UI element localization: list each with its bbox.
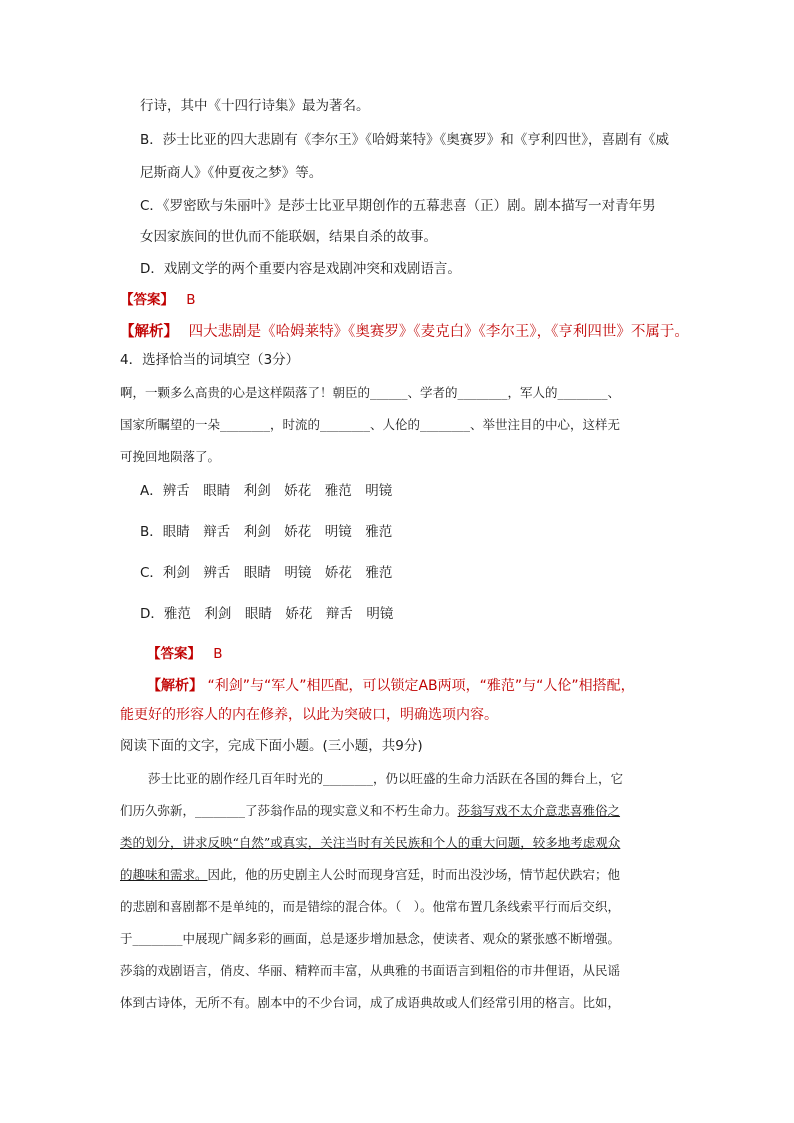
- q3-answer: [120, 290, 196, 310]
- underlined-text: 莎翁写戏不太介意悲喜雅俗之: [457, 803, 621, 818]
- passage-line-4: [120, 865, 620, 885]
- q4-analysis-continuation: 能更好的形容人的内在修养，以此为突破口，明确选项内容。: [120, 707, 498, 723]
- analysis-label: 【解析】: [120, 324, 178, 340]
- q3-option-c-continuation: 女因家族间的世仇而不能联姻，结果自杀的故事。: [140, 229, 437, 245]
- q3-option-d: D．戏剧文学的两个重要内容是戏剧冲突和戏剧语言。: [140, 261, 461, 277]
- answer-label: 【答案】: [120, 292, 174, 308]
- q4-option-b: B．眼睛 辩舌 利剑 娇花 明镜 雅范: [140, 524, 393, 540]
- q4-passage-line-1: 啊，一颗多么高贵的心是这样陨落了！朝臣的______、学者的________，军人的________、: [120, 385, 621, 400]
- reading-instruction: 阅读下面的文字，完成下面小题。(三小题，共9分): [120, 738, 423, 754]
- q3-option-b-continuation: 尼斯商人》《仲夏夜之梦》等。: [140, 165, 323, 181]
- answer-value: B: [186, 292, 196, 308]
- q4-passage-line-2: 国家所瞩望的一朵________，时流的________、人伦的________、举世注目的中心，这样无: [120, 417, 621, 432]
- passage-line-2: [120, 801, 620, 821]
- q3-option-b: B．莎士比亚的四大悲剧有《李尔王》《哈姆莱特》《奥赛罗》和《亨利四世》，喜剧有《威: [140, 132, 670, 148]
- q4-title: 4．选择恰当的词填空（3分）: [120, 352, 300, 368]
- analysis-label: 【解析】: [147, 678, 203, 694]
- underlined-text: 的趣味和需求。: [120, 867, 208, 882]
- q4-answer: [147, 644, 223, 664]
- q4-option-d: D．雅范 利剑 眼睛 娇花 辩舌 明镜: [140, 606, 394, 622]
- passage-text: 因此，他的历史剧主人公时而现身宫廷，时而出没沙场，情节起伏跌宕；他: [207, 867, 621, 882]
- q3-analysis: [120, 322, 689, 342]
- passage-text: 们历久弥新，________了莎翁作品的现实意义和不朽生命力。: [120, 803, 458, 818]
- passage-line-8: 体到古诗体，无所不有。剧本中的不少台词，成了成语典故或人们经常引用的格言。比如，: [120, 995, 621, 1010]
- passage-line-1: 莎士比亚的剧作经几百年时光的________，仍以旺盛的生命力活跃在各国的舞台上，它: [148, 771, 624, 786]
- analysis-text: 四大悲剧是《哈姆莱特》《奥赛罗》《麦克白》《李尔王》，《亨利四世》不属于。: [188, 324, 689, 340]
- passage-line-5: 的悲剧和喜剧都不是单纯的，而是错综的混合体。（ ）。他常布置几条线索平行而后交织，: [120, 899, 621, 914]
- q4-analysis: [147, 676, 635, 696]
- answer-label: 【答案】: [147, 646, 201, 662]
- analysis-text: “利剑”与“军人”相匹配，可以锁定AB两项，“雅范”与“人伦”相搭配，: [207, 678, 635, 694]
- q3-option-a-continuation: 行诗，其中《十四行诗集》最为著名。: [140, 98, 370, 114]
- passage-line-6: 于________中展现广阔多彩的画面，总是逐步增加悬念，使读者、观众的紧张感不断增强。: [120, 931, 621, 946]
- q3-option-c: C．《罗密欧与朱丽叶》是莎士比亚早期创作的五幕悲喜（正）剧。剧本描写一对青年男: [140, 198, 656, 214]
- answer-value: B: [213, 646, 223, 662]
- q4-option-a: A．辨舌 眼睛 利剑 娇花 雅范 明镜: [140, 483, 393, 499]
- q4-passage-line-3: 可挽回地陨落了。: [120, 449, 221, 464]
- passage-line-3: 类的划分，讲求反映“自然”或真实，关注当时有关民族和个人的重大问题，较多地考虑观众: [120, 835, 621, 850]
- q4-option-c: C．利剑 辨舌 眼睛 明镜 娇花 雅范: [140, 565, 393, 581]
- passage-line-7: 莎翁的戏剧语言，俏皮、华丽、精粹而丰富，从典雅的书面语言到粗俗的市井俚语，从民谣: [120, 963, 621, 978]
